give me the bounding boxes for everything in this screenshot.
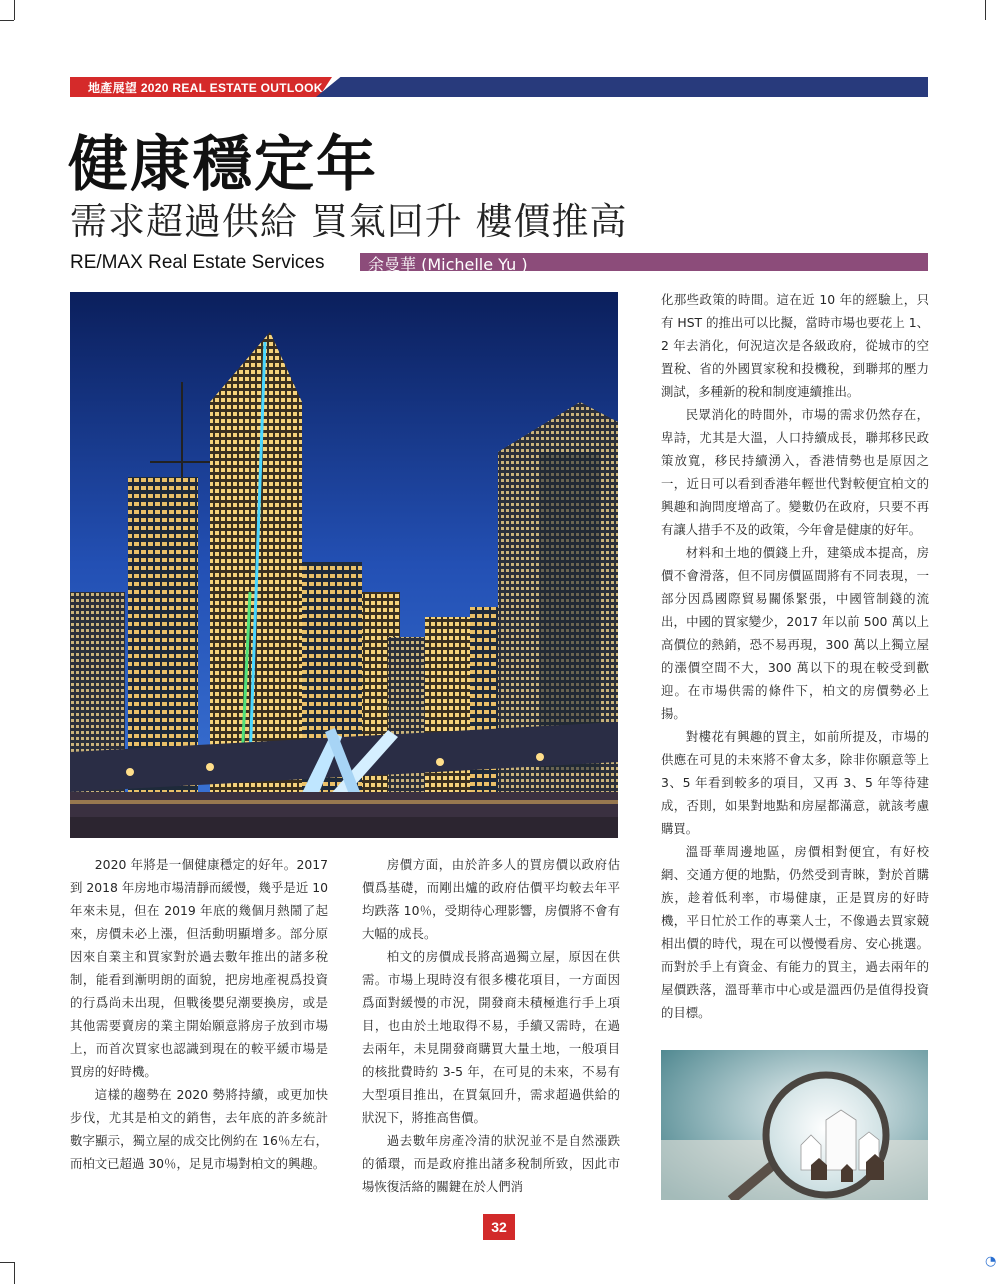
section-header-navy [316, 77, 928, 97]
paragraph: 對樓花有興趣的買主，如前所提及，市場的供應在可見的未來將不會太多，除非你願意等上 3、5 年看到較多的項目，又再 3、5 年等待建成，否則，如果對地點和房屋都滿意，就該考慮購買。 [661, 729, 929, 836]
crop-mark-tl-h [0, 20, 14, 21]
paragraph: 這樣的趨勢在 2020 勢將持續，或更加快步伐，尤其是柏文的銷售，去年底的許多統計數字顯示，獨立屋的成交比例約在 16％左右，而柏文已超過 30％，足見市場對柏文的興趣。 [70, 1087, 328, 1171]
paragraph: 房價方面，由於許多人的買房價以政府估價爲基礎，而剛出爐的政府估價平均較去年平均跌落 10％，受期待心理影響，房價將不會有大幅的成長。 [362, 857, 620, 941]
crop-mark-bl-h [0, 1262, 14, 1263]
paragraph: 化那些政策的時間。這在近 10 年的經驗上，只有 HST 的推出可以比擬，當時市場也要花上 1、2 年去消化，何況這次是各級政府，從城市的空置稅、省的外國買家稅和投機稅，到聯邦的壓力測試，多種新的稅和制度連續推出。 [661, 292, 929, 399]
magnifier-houses-photo [661, 1050, 928, 1200]
author-bar [360, 253, 928, 274]
company-byline: RE/MAX Real Estate Services [70, 252, 325, 273]
section-label: 地產展望 2020 REAL ESTATE OUTLOOK [88, 81, 323, 95]
crop-mark-tr-v [985, 0, 986, 20]
paragraph: 民眾消化的時間外，市場的需求仍然存在，卑詩，尤其是大溫，人口持續成長，聯邦移民政策放寬，移民持續湧入，香港情勢也是原因之一，近日可以看到香港年輕世代對較便宜柏文的興趣和詢問度增高了。變數仍在政府，只要不再有讓人措手不及的政策，今年會是健康的好年。 [661, 407, 929, 537]
page-number: 32 [483, 1214, 515, 1240]
article-title: 健康穩定年 [68, 130, 378, 200]
paragraph: 過去數年房產冷清的狀況並不是自然漲跌的循環，而是政府推出諸多稅制所致，因此市場恢復活絡的關鍵在於人們消 [362, 1133, 620, 1194]
paragraph: 材料和土地的價錢上升，建築成本提高，房價不會滑落，但不同房價區間將有不同表現，一部分因爲國際貿易關係緊張，中國管制錢的流出，中國的買家變少，2017 年以前 500 萬以上高價位的熱銷，恐不易再現，300 萬以上獨立屋的漲價空間不大，300 萬以下的現在較受到歡迎。在市場供需的條件下，柏文的房價勢必上揚。 [661, 545, 929, 721]
paragraph: 柏文的房價成長將高過獨立屋，原因在供需。市場上現時沒有很多樓花項目，一方面因爲面對緩慢的市況，開發商未積極進行手上項目，也由於土地取得不易，手續又需時，在過去兩年，未見開發商購買大量土地，一般項目的核批費時約 3-5 年，在可見的未來，不易有大型項目推出，在買氣回升，需求超過供給的狀況下，將推高售價。 [362, 949, 620, 1125]
city-night-photo [70, 292, 618, 838]
crop-mark-bl-v [14, 1262, 15, 1284]
article-subtitle: 需求超過供給 買氣回升 樓價推高 [70, 200, 628, 243]
crop-mark-tl-v [14, 0, 15, 20]
paragraph: 2020 年將是一個健康穩定的好年。2017 到 2018 年房地市場清靜而緩慢，幾乎是近 10 年來未見，但在 2019 年底的幾個月熱鬧了起來，房價未必上漲，但活動明顯增多。部分原因來自業主和買家對於過去數年推出的諸多稅制，能看到漸明朗的面貌，把房地產視爲投資的行爲尚未出現，但戰後嬰兒潮要換房，或是其他需要賣房的業主開始願意將房子放到市場上，而首次買家也認識到現在的較平緩市場是買房的好時機。 [70, 857, 328, 1079]
article-column-2 [362, 853, 620, 1198]
corner-mark-icon: ◔ [985, 1254, 997, 1269]
article-column-3 [661, 288, 929, 1024]
author-name: 余曼華 (Michelle Yu ) [368, 255, 528, 274]
article-column-1 [70, 853, 328, 1175]
section-header-band [70, 77, 928, 97]
paragraph: 溫哥華周邊地區，房價相對便宜，有好校網、交通方便的地點，仍然受到青睞，對於首購族，趁着低利率，市場健康，正是買房的好時機，平日忙於工作的專業人士，不像過去買家競相出價的時代，現在可以慢慢看房、安心挑選。而對於手上有資金、有能力的買主，過去兩年的屋價跌落，溫哥華市中心或是溫西仍是值得投資的目標。 [661, 844, 929, 1020]
